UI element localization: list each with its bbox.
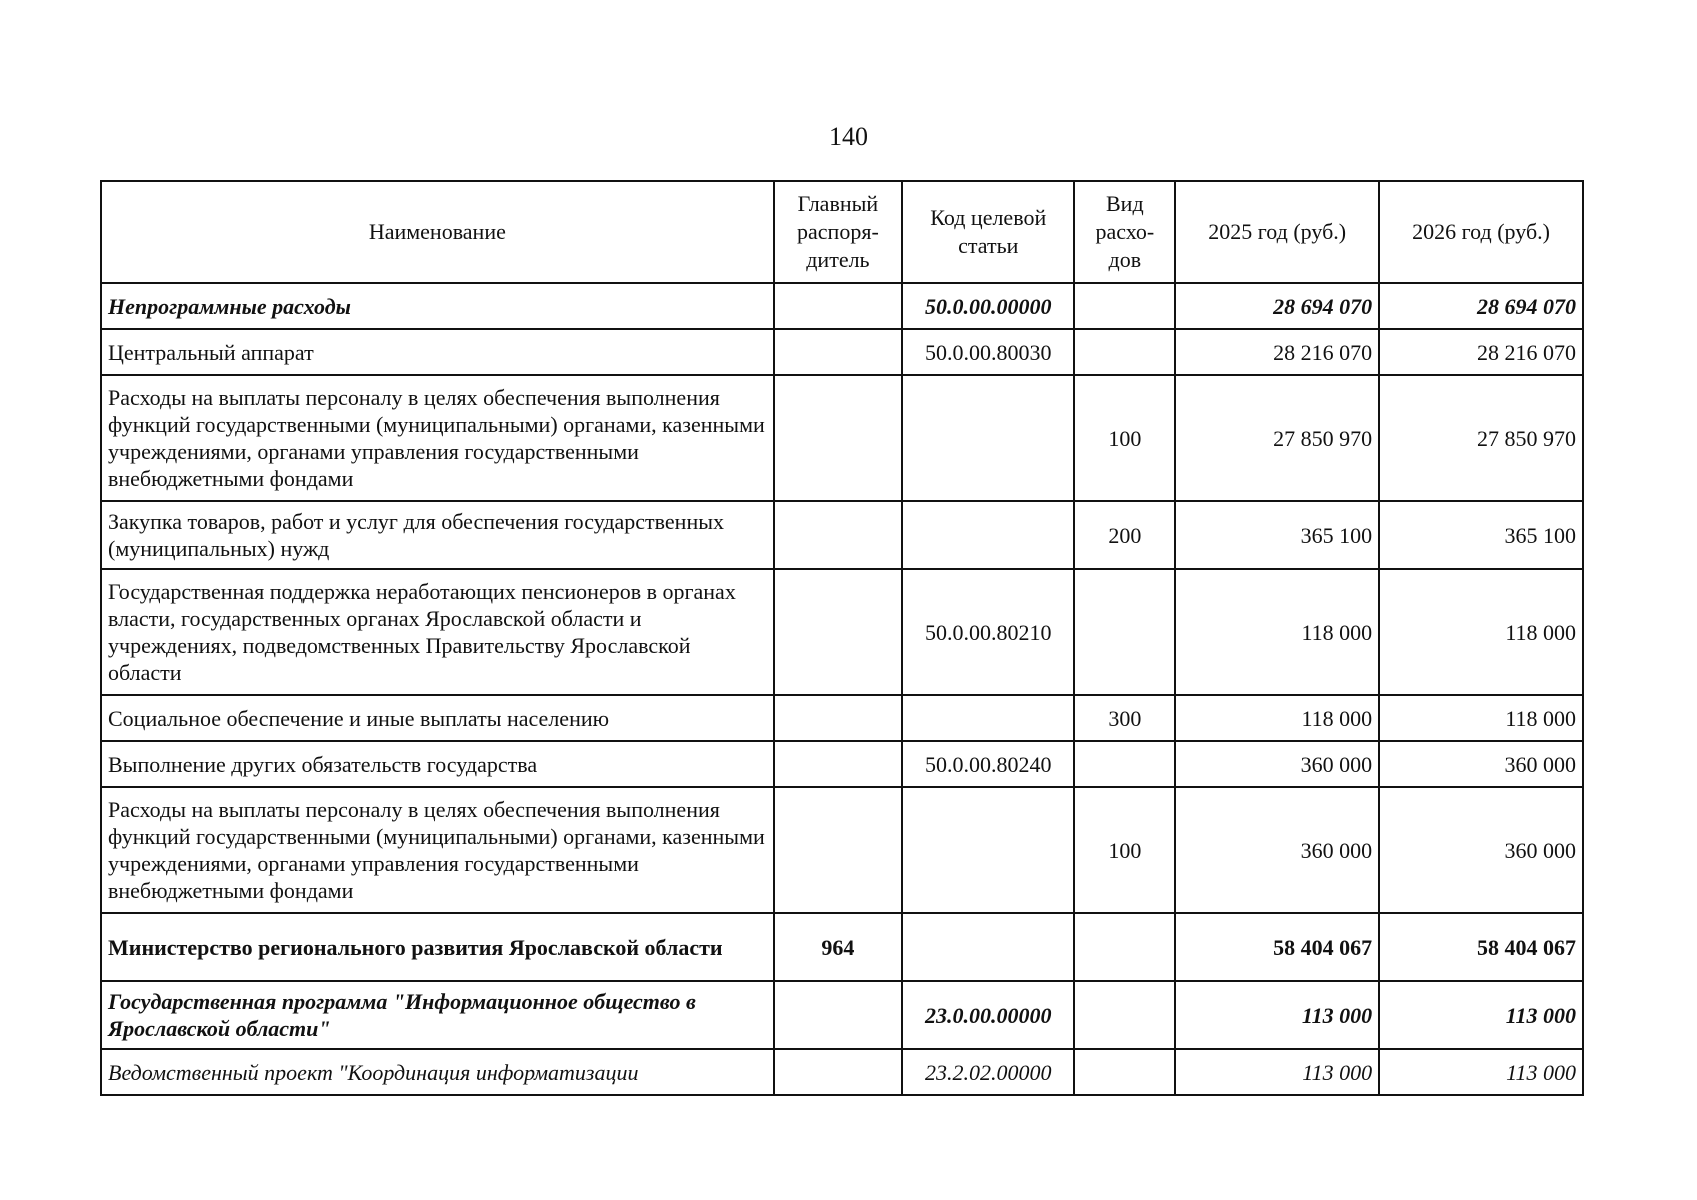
cell-2025: 360 000 xyxy=(1175,741,1379,787)
cell-2025: 58 404 067 xyxy=(1175,913,1379,981)
cell-name: Социальное обеспечение и иные выплаты населению xyxy=(101,695,774,741)
header-code: Код целевой статьи xyxy=(902,181,1074,283)
cell-kind xyxy=(1074,283,1175,329)
table-row xyxy=(101,741,1583,787)
cell-manager xyxy=(774,1049,902,1095)
cell-2025: 28 216 070 xyxy=(1175,329,1379,375)
cell-2025: 28 694 070 xyxy=(1175,283,1379,329)
header-2025: 2025 год (руб.) xyxy=(1175,181,1379,283)
table-row xyxy=(101,283,1583,329)
header-name: Наименование xyxy=(101,181,774,283)
cell-manager xyxy=(774,375,902,501)
header-2026: 2026 год (руб.) xyxy=(1379,181,1583,283)
cell-kind xyxy=(1074,1049,1175,1095)
page-number: 140 xyxy=(829,122,868,151)
cell-manager xyxy=(774,569,902,695)
cell-kind xyxy=(1074,569,1175,695)
cell-2025: 365 100 xyxy=(1175,501,1379,569)
table-row xyxy=(101,787,1583,913)
cell-code xyxy=(902,375,1074,501)
cell-2025: 118 000 xyxy=(1175,695,1379,741)
cell-code: 50.0.00.80240 xyxy=(902,741,1074,787)
cell-name: Расходы на выплаты персоналу в целях обеспечения выполнения функций государственными (муниципальными) органами, казенными учреждениями, органами управления государственными внебюджетными фондами xyxy=(101,787,774,913)
header-manager: Главный распоря-дитель xyxy=(774,181,902,283)
cell-kind: 100 xyxy=(1074,375,1175,501)
cell-kind: 200 xyxy=(1074,501,1175,569)
table-row xyxy=(101,329,1583,375)
cell-2026: 365 100 xyxy=(1379,501,1583,569)
cell-kind xyxy=(1074,981,1175,1049)
table-row xyxy=(101,913,1583,981)
table-row xyxy=(101,695,1583,741)
cell-name: Закупка товаров, работ и услуг для обеспечения государственных (муниципальных) нужд xyxy=(101,501,774,569)
cell-manager xyxy=(774,329,902,375)
cell-manager xyxy=(774,695,902,741)
cell-code: 23.2.02.00000 xyxy=(902,1049,1074,1095)
table-row xyxy=(101,569,1583,695)
cell-kind xyxy=(1074,329,1175,375)
cell-2026: 118 000 xyxy=(1379,569,1583,695)
cell-name: Центральный аппарат xyxy=(101,329,774,375)
table-row xyxy=(101,375,1583,501)
cell-2025: 360 000 xyxy=(1175,787,1379,913)
cell-code xyxy=(902,501,1074,569)
table-row xyxy=(101,981,1583,1049)
cell-2026: 360 000 xyxy=(1379,741,1583,787)
cell-name: Расходы на выплаты персоналу в целях обеспечения выполнения функций государственными (муниципальными) органами, казенными учреждениями, органами управления государственными внебюджетными фондами xyxy=(101,375,774,501)
cell-2025: 27 850 970 xyxy=(1175,375,1379,501)
cell-manager: 964 xyxy=(774,913,902,981)
cell-manager xyxy=(774,741,902,787)
cell-name: Выполнение других обязательств государства xyxy=(101,741,774,787)
cell-manager xyxy=(774,501,902,569)
cell-code: 50.0.00.80030 xyxy=(902,329,1074,375)
cell-2026: 58 404 067 xyxy=(1379,913,1583,981)
budget-table xyxy=(100,180,1584,1096)
cell-2026: 113 000 xyxy=(1379,981,1583,1049)
cell-2026: 360 000 xyxy=(1379,787,1583,913)
cell-2026: 28 694 070 xyxy=(1379,283,1583,329)
cell-2025: 118 000 xyxy=(1175,569,1379,695)
table-header-row xyxy=(101,181,1583,283)
cell-2026: 113 000 xyxy=(1379,1049,1583,1095)
cell-2026: 27 850 970 xyxy=(1379,375,1583,501)
cell-code: 50.0.00.00000 xyxy=(902,283,1074,329)
cell-name: Министерство регионального развития Ярославской области xyxy=(101,913,774,981)
cell-2025: 113 000 xyxy=(1175,981,1379,1049)
cell-kind: 300 xyxy=(1074,695,1175,741)
table-row xyxy=(101,1049,1583,1095)
cell-kind: 100 xyxy=(1074,787,1175,913)
cell-manager xyxy=(774,283,902,329)
cell-kind xyxy=(1074,741,1175,787)
cell-2026: 28 216 070 xyxy=(1379,329,1583,375)
cell-kind xyxy=(1074,913,1175,981)
table-row xyxy=(101,501,1583,569)
cell-manager xyxy=(774,787,902,913)
cell-code xyxy=(902,787,1074,913)
header-kind: Вид расхо-дов xyxy=(1074,181,1175,283)
cell-name: Непрограммные расходы xyxy=(101,283,774,329)
cell-code xyxy=(902,695,1074,741)
cell-manager xyxy=(774,981,902,1049)
cell-2025: 113 000 xyxy=(1175,1049,1379,1095)
cell-2026: 118 000 xyxy=(1379,695,1583,741)
cell-name: Государственная поддержка неработающих пенсионеров в органах власти, государственных органах Ярославской области и учреждениях, подведомственных Правительству Ярославской области xyxy=(101,569,774,695)
cell-code: 23.0.00.00000 xyxy=(902,981,1074,1049)
cell-name: Ведомственный проект "Координация информатизации xyxy=(101,1049,774,1095)
cell-name: Государственная программа "Информационное общество в Ярославской области" xyxy=(101,981,774,1049)
cell-code: 50.0.00.80210 xyxy=(902,569,1074,695)
cell-code xyxy=(902,913,1074,981)
